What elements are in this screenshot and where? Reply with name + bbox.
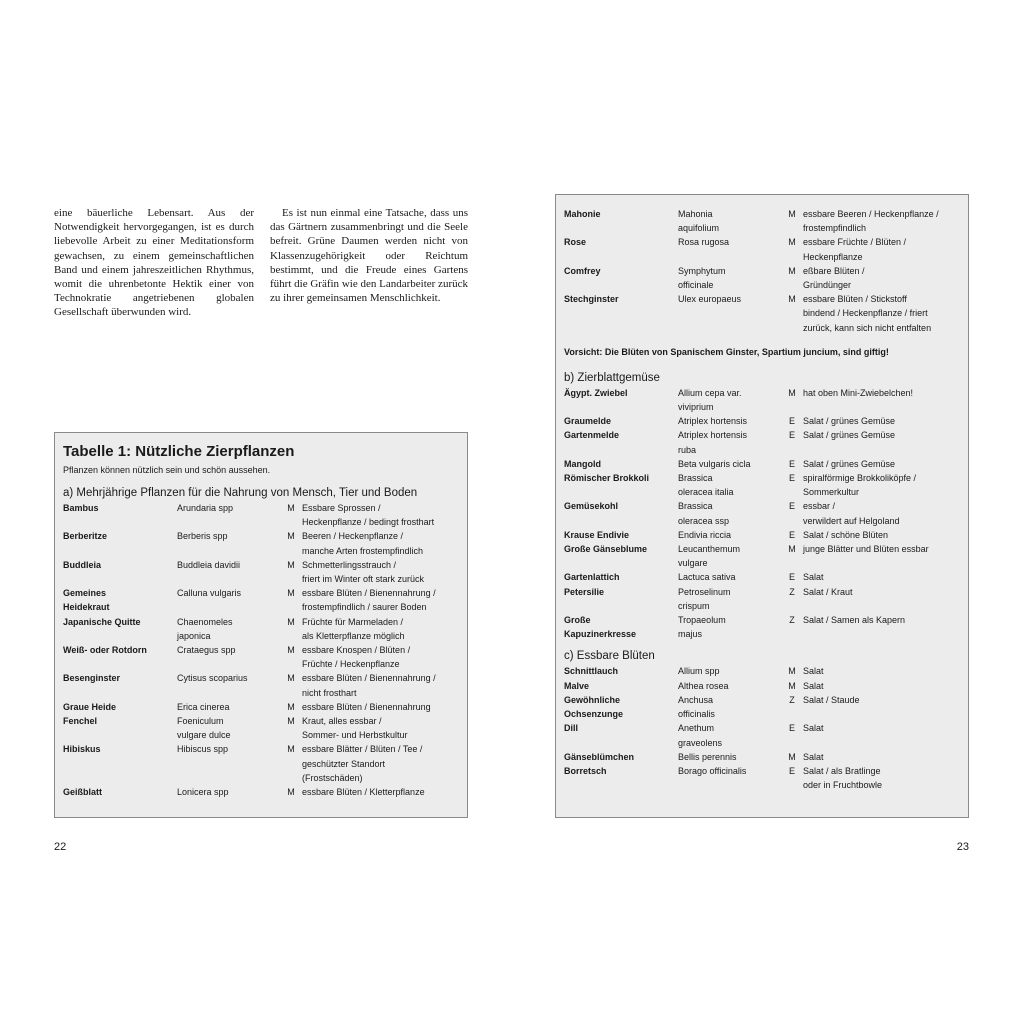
plant-use: Salat / als Bratlinge oder in Fruchtbowle [803,765,883,791]
plant-use: Kraut, alles essbar / Sommer- und Herbstkultur [302,716,408,741]
table-row [564,721,960,749]
latin-name: Endivia riccia [678,529,732,540]
table-row [564,679,960,693]
latin-name: Berberis spp [177,531,228,542]
plant-type: Z [789,694,795,705]
table-row [564,585,960,613]
plant-name: Gemüsekohl [564,501,619,512]
plant-use: Salat [803,723,824,734]
section-heading-c: c) Essbare Blüten [564,650,655,663]
plant-use: Salat / Samen als Kapern [803,615,906,626]
plant-name: Geißblatt [63,787,103,798]
section-heading-b: b) Zierblattgemüse [564,371,660,384]
plant-name: Dill [564,723,579,734]
table-row [564,764,960,792]
latin-name: Petroselinum crispum [678,586,731,611]
plant-type: M [788,294,796,305]
table-row [63,714,459,742]
table-row [63,529,459,557]
plant-name: Borretsch [564,765,607,776]
plant-type: M [788,209,796,219]
plant-use: essbare Blüten / Kletterpflanze [302,787,425,798]
plant-name: Bambus [63,503,99,513]
plant-type: M [287,716,295,727]
table-row [564,235,960,263]
plant-type: M [788,680,796,691]
table-row [564,292,960,335]
plant-use: essbare Blüten / Bienennahrung [302,701,431,712]
plant-use: Salat / grünes Gemüse [803,416,896,427]
plant-name: Petersilie [564,586,605,597]
plant-name: Besenginster [63,673,121,684]
plant-use: essbare Beeren / Heckenpflanze / frostempfindlich [803,209,939,234]
plant-use: Essbare Sprossen / Heckenpflanze / bedingt frosthart [302,503,435,528]
plant-type: E [788,430,795,441]
plant-name: Gartenmelde [564,430,620,441]
table-row [564,428,960,456]
plant-type: M [788,666,796,677]
latin-name: Ulex europaeus [678,294,742,305]
plant-use: Salat [803,666,824,677]
rows-c [564,664,960,792]
plant-type: E [788,529,795,540]
plant-type: M [788,237,796,248]
table-row [564,542,960,570]
plant-type: E [788,458,795,469]
plant-table-part-1 [54,432,468,818]
plant-name: Weiß- oder Rotdorn [63,645,147,656]
plant-use: Salat / Kraut [803,586,853,597]
table-row [63,785,459,799]
plant-name: Gänseblümchen [564,751,635,762]
plant-name: Gemeines Heidekraut [63,588,110,613]
plant-type: E [788,501,795,512]
plant-use: Früchte für Marmeladen / als Kletterpflanze möglich [302,616,405,641]
plant-type: M [287,503,295,513]
table-row [564,386,960,414]
plant-name: Rose [564,237,587,248]
table-row [564,613,960,641]
plant-name: Römischer Brokkoli [564,473,650,484]
plant-use: Salat / grünes Gemüse [803,458,896,469]
plant-name: Comfrey [564,265,601,276]
rows-a [63,501,459,799]
plant-name: Japanische Quitte [63,616,141,627]
table-row [63,501,459,529]
latin-name: Brassica oleracea ssp [678,501,730,526]
warning-note: Vorsicht: Die Blüten von Spanischem Ginster, Spartium juncium, sind giftig! [564,346,889,357]
plant-use: essbare Blätter / Blüten / Tee / geschützter Standort (Frostschäden) [302,744,423,783]
plant-type: M [287,673,295,684]
plant-use: eßbare Blüten / Gründünger [803,265,865,291]
paragraph: Es ist nun einmal eine Tatsache, dass uns das Gärtnern zusammenbringt und die Seele befreit. Grüne Daumen werden nicht von Klassenzugehörigkeit oder Reichtum bestimmt, und die Freude eines Gartens führt die Gräfin wie den Landarbeiter zurück zu ihrer gemeinsamen Menschlichkeit. [270,207,468,305]
page-number-right: 23 [956,841,969,853]
section-heading-a: a) Mehrjährige Pflanzen für die Nahrung von Mensch, Tier und Boden [63,487,418,499]
plant-use: Salat [803,680,824,691]
plant-name: Ägypt. Zwiebel [564,387,628,398]
table-row [564,264,960,292]
plant-use: essbare Blüten / Bienennahrung / frostempfindlich / saurer Boden [302,588,436,613]
plant-name: Buddleia [63,559,102,570]
plant-type: E [788,416,795,427]
latin-name: Chaenomeles japonica [177,616,233,641]
latin-name: Anchusa officinalis [678,694,715,720]
table-row [63,671,459,699]
latin-name: Erica cinerea [177,701,230,712]
plant-type: Z [789,615,795,626]
plant-name: Gartenlattich [564,572,620,583]
plant-use: essbare Knospen / Blüten / Früchte / Heckenpflanze [302,645,411,670]
text-column-left [54,206,254,320]
plant-use: hat oben Mini-Zwiebelchen! [803,387,914,398]
latin-name: Beta vulgaris cicla [678,458,751,469]
paragraph: eine bäuerliche Lebensart. Aus der Notwendigkeit hervorgegangen, ist es durch liebevolle Arbeit zu einer Meditationsform gewachsen, zu einem gemeinschaftlichen Band und einem jahreszeitlichen Rhythmus, womit die uhrenbetonte Hektik einer von Technokratie angetriebenen globalen Gesellschaft überwunden wird. [54,207,254,319]
table-row [564,528,960,542]
latin-name: Mahonia aquifolium [678,209,720,234]
table-row [564,570,960,584]
plant-name: Graumelde [564,416,612,427]
table-row [63,558,459,586]
plant-table-part-2 [555,194,969,818]
plant-name: Mangold [564,458,601,469]
plant-use: essbare Früchte / Blüten / Heckenpflanze [803,237,907,262]
plant-use: Salat / schöne Blüten [803,529,889,540]
plant-use: essbare Blüten / Stickstoff bindend / Heckenpflanze / friert zurück, kann sich nicht entfalten [803,294,932,333]
latin-name: Lactuca sativa [678,572,736,583]
latin-name: Rosa rugosa [678,237,730,248]
latin-name: Crataegus spp [177,645,236,656]
plant-type: M [287,701,295,712]
plant-use: junge Blätter und Blüten essbar [803,544,929,555]
plant-use: Salat [803,572,824,583]
latin-name: Brassica oleracea italia [678,473,734,498]
plant-use: Salat / grünes Gemüse [803,430,896,441]
plant-name: Graue Heide [63,701,117,712]
table-row [564,664,960,678]
plant-type: E [788,572,795,583]
latin-name: Leucanthemum vulgare [678,544,741,569]
table-row [564,471,960,499]
text-column-right [270,206,468,305]
plant-use: spiralförmige Brokkoliköpfe / Sommerkultur [803,473,917,498]
latin-name: Cytisus scoparius [177,673,248,684]
plant-type: M [788,387,796,398]
latin-name: Buddleia davidii [177,559,241,570]
plant-name: Stechginster [564,294,619,305]
table-row [564,457,960,471]
plant-type: M [788,751,796,762]
plant-name: Große Gänseblume [564,544,648,555]
table-row [63,615,459,643]
plant-type: E [788,765,795,776]
plant-type: M [287,531,295,542]
plant-type: M [287,616,295,627]
plant-use: Salat / Staude [803,694,860,705]
latin-name: Calluna vulgaris [177,588,242,599]
latin-name: Allium cepa var. viviprium [678,387,742,413]
table-row [63,742,459,785]
rows-b [564,386,960,642]
plant-type: E [788,473,795,484]
plant-name: Große Kapuzinerkresse [564,615,637,640]
table-row [564,414,960,428]
plant-use: essbar / verwildert auf Helgoland [803,501,900,526]
plant-type: M [287,787,295,798]
latin-name: Symphytum officinale [678,265,726,291]
plant-use: essbare Blüten / Bienennahrung / nicht frosthart [302,673,436,698]
table-row [564,207,960,235]
plant-name: Berberitze [63,531,108,542]
plant-type: M [287,588,295,599]
plant-use: Salat [803,751,824,762]
page-number-left: 22 [54,841,67,853]
plant-name: Malve [564,680,590,691]
latin-name: Hibiscus spp [177,744,229,755]
plant-type: M [788,544,796,555]
latin-name: Lonicera spp [177,787,229,798]
plant-type: M [287,559,295,570]
plant-type: M [287,645,295,656]
plant-name: Krause Endivie [564,529,630,540]
latin-name: Atriplex hortensis ruba [678,430,748,455]
plant-name: Mahonie [564,209,601,219]
table-row [564,750,960,764]
plant-type: E [788,723,795,734]
plant-name: Schnittlauch [564,666,619,677]
latin-name: Bellis perennis [678,751,737,762]
latin-name: Borago officinalis [678,765,747,776]
table-row [63,700,459,714]
table-title: Tabelle 1: Nützliche Zierpflanzen [63,443,295,460]
plant-type: Z [789,586,795,597]
table-subtitle: Pflanzen können nützlich sein und schön aussehen. [63,465,271,475]
table-row [63,586,459,614]
latin-name: Anethum graveolens [678,723,723,748]
plant-type: M [788,265,796,276]
latin-name: Atriplex hortensis [678,416,748,427]
table-row [564,499,960,527]
plant-name: Fenchel [63,716,98,727]
plant-name: Gewöhnliche Ochsenzunge [564,694,624,720]
plant-type: M [287,744,295,755]
rows-a-cont [564,207,960,335]
latin-name: Tropaeolum majus [678,615,726,640]
table-row [564,693,960,721]
plant-use: Beeren / Heckenpflanze / manche Arten frostempfindlich [302,531,424,556]
plant-use: Schmetterlingsstrauch / friert im Winter oft stark zurück [302,559,425,585]
latin-name: Allium spp [678,666,720,677]
plant-name: Hibiskus [63,744,101,755]
latin-name: Althea rosea [678,680,729,691]
latin-name: Arundaria spp [177,503,234,513]
latin-name: Foeniculum vulgare dulce [177,716,231,741]
table-row [63,643,459,671]
